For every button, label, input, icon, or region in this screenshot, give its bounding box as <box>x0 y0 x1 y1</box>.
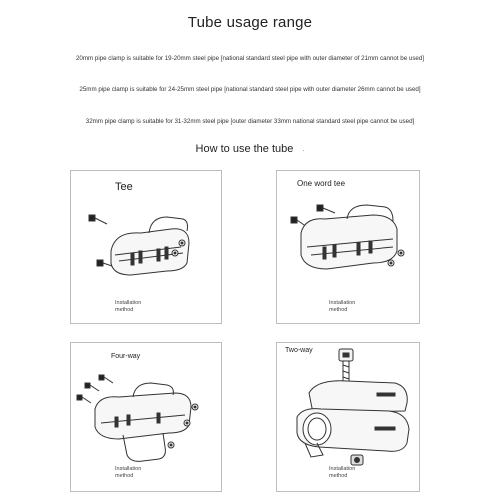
spec-line-20mm: 20mm pipe clamp is suitable for 19-20mm steel pipe [national standard steel pipe with outer diameter of 21mm cannot be used] <box>75 55 425 62</box>
nut-icon <box>172 250 178 256</box>
panel-label-tee: Tee <box>115 181 133 193</box>
caption-line: Installation <box>329 466 356 472</box>
caption-line: Installation <box>115 300 142 306</box>
panel-two-way <box>276 342 420 492</box>
nut-icon <box>168 442 174 448</box>
caption-line: method <box>115 473 134 480</box>
panel-four-way <box>70 342 222 492</box>
panel-label-one-word-tee: One word tee <box>297 179 346 188</box>
panel-tee <box>70 170 222 324</box>
screw-icon <box>99 375 113 383</box>
caption <box>115 466 141 480</box>
panel-label-four-way: Four-way <box>111 353 141 360</box>
nut-icon <box>351 455 363 465</box>
caption-line: Installation <box>115 466 142 472</box>
spec-line-25mm: 25mm pipe clamp is suitable for 24-25mm steel pipe [national standard steel pipe with outer diameter 26mm cannot be used] <box>79 86 421 93</box>
panel-one-word-tee <box>276 170 420 324</box>
screw-icon <box>89 215 107 224</box>
nut-icon <box>388 260 394 266</box>
usage-heading <box>0 143 500 155</box>
four-way-drawing <box>71 343 223 493</box>
caption <box>329 466 355 480</box>
caption-line: Installation <box>329 300 356 306</box>
dot-mark: · <box>302 148 305 154</box>
screw-icon <box>77 395 91 403</box>
page-title: Tube usage range <box>187 14 313 31</box>
caption <box>115 300 141 314</box>
nut-icon <box>184 420 190 426</box>
screw-icon <box>317 205 335 213</box>
screw-icon <box>85 383 99 391</box>
nut-icon <box>179 240 185 246</box>
caption-line: method <box>329 473 348 480</box>
caption-line: method <box>115 307 134 314</box>
nut-icon <box>398 250 404 256</box>
panel-label-two-way: Two-way <box>285 347 313 354</box>
spec-line-32mm: 32mm pipe clamp is suitable for 31-32mm steel pipe [outer diameter 33mm national standard steel pipe cannot be used] <box>85 118 415 125</box>
tee-clamp-drawing <box>71 171 223 325</box>
caption <box>329 300 355 314</box>
usage-heading-text: How to use the tube <box>195 143 294 155</box>
nut-icon <box>192 404 198 410</box>
caption-line: method <box>329 307 348 314</box>
